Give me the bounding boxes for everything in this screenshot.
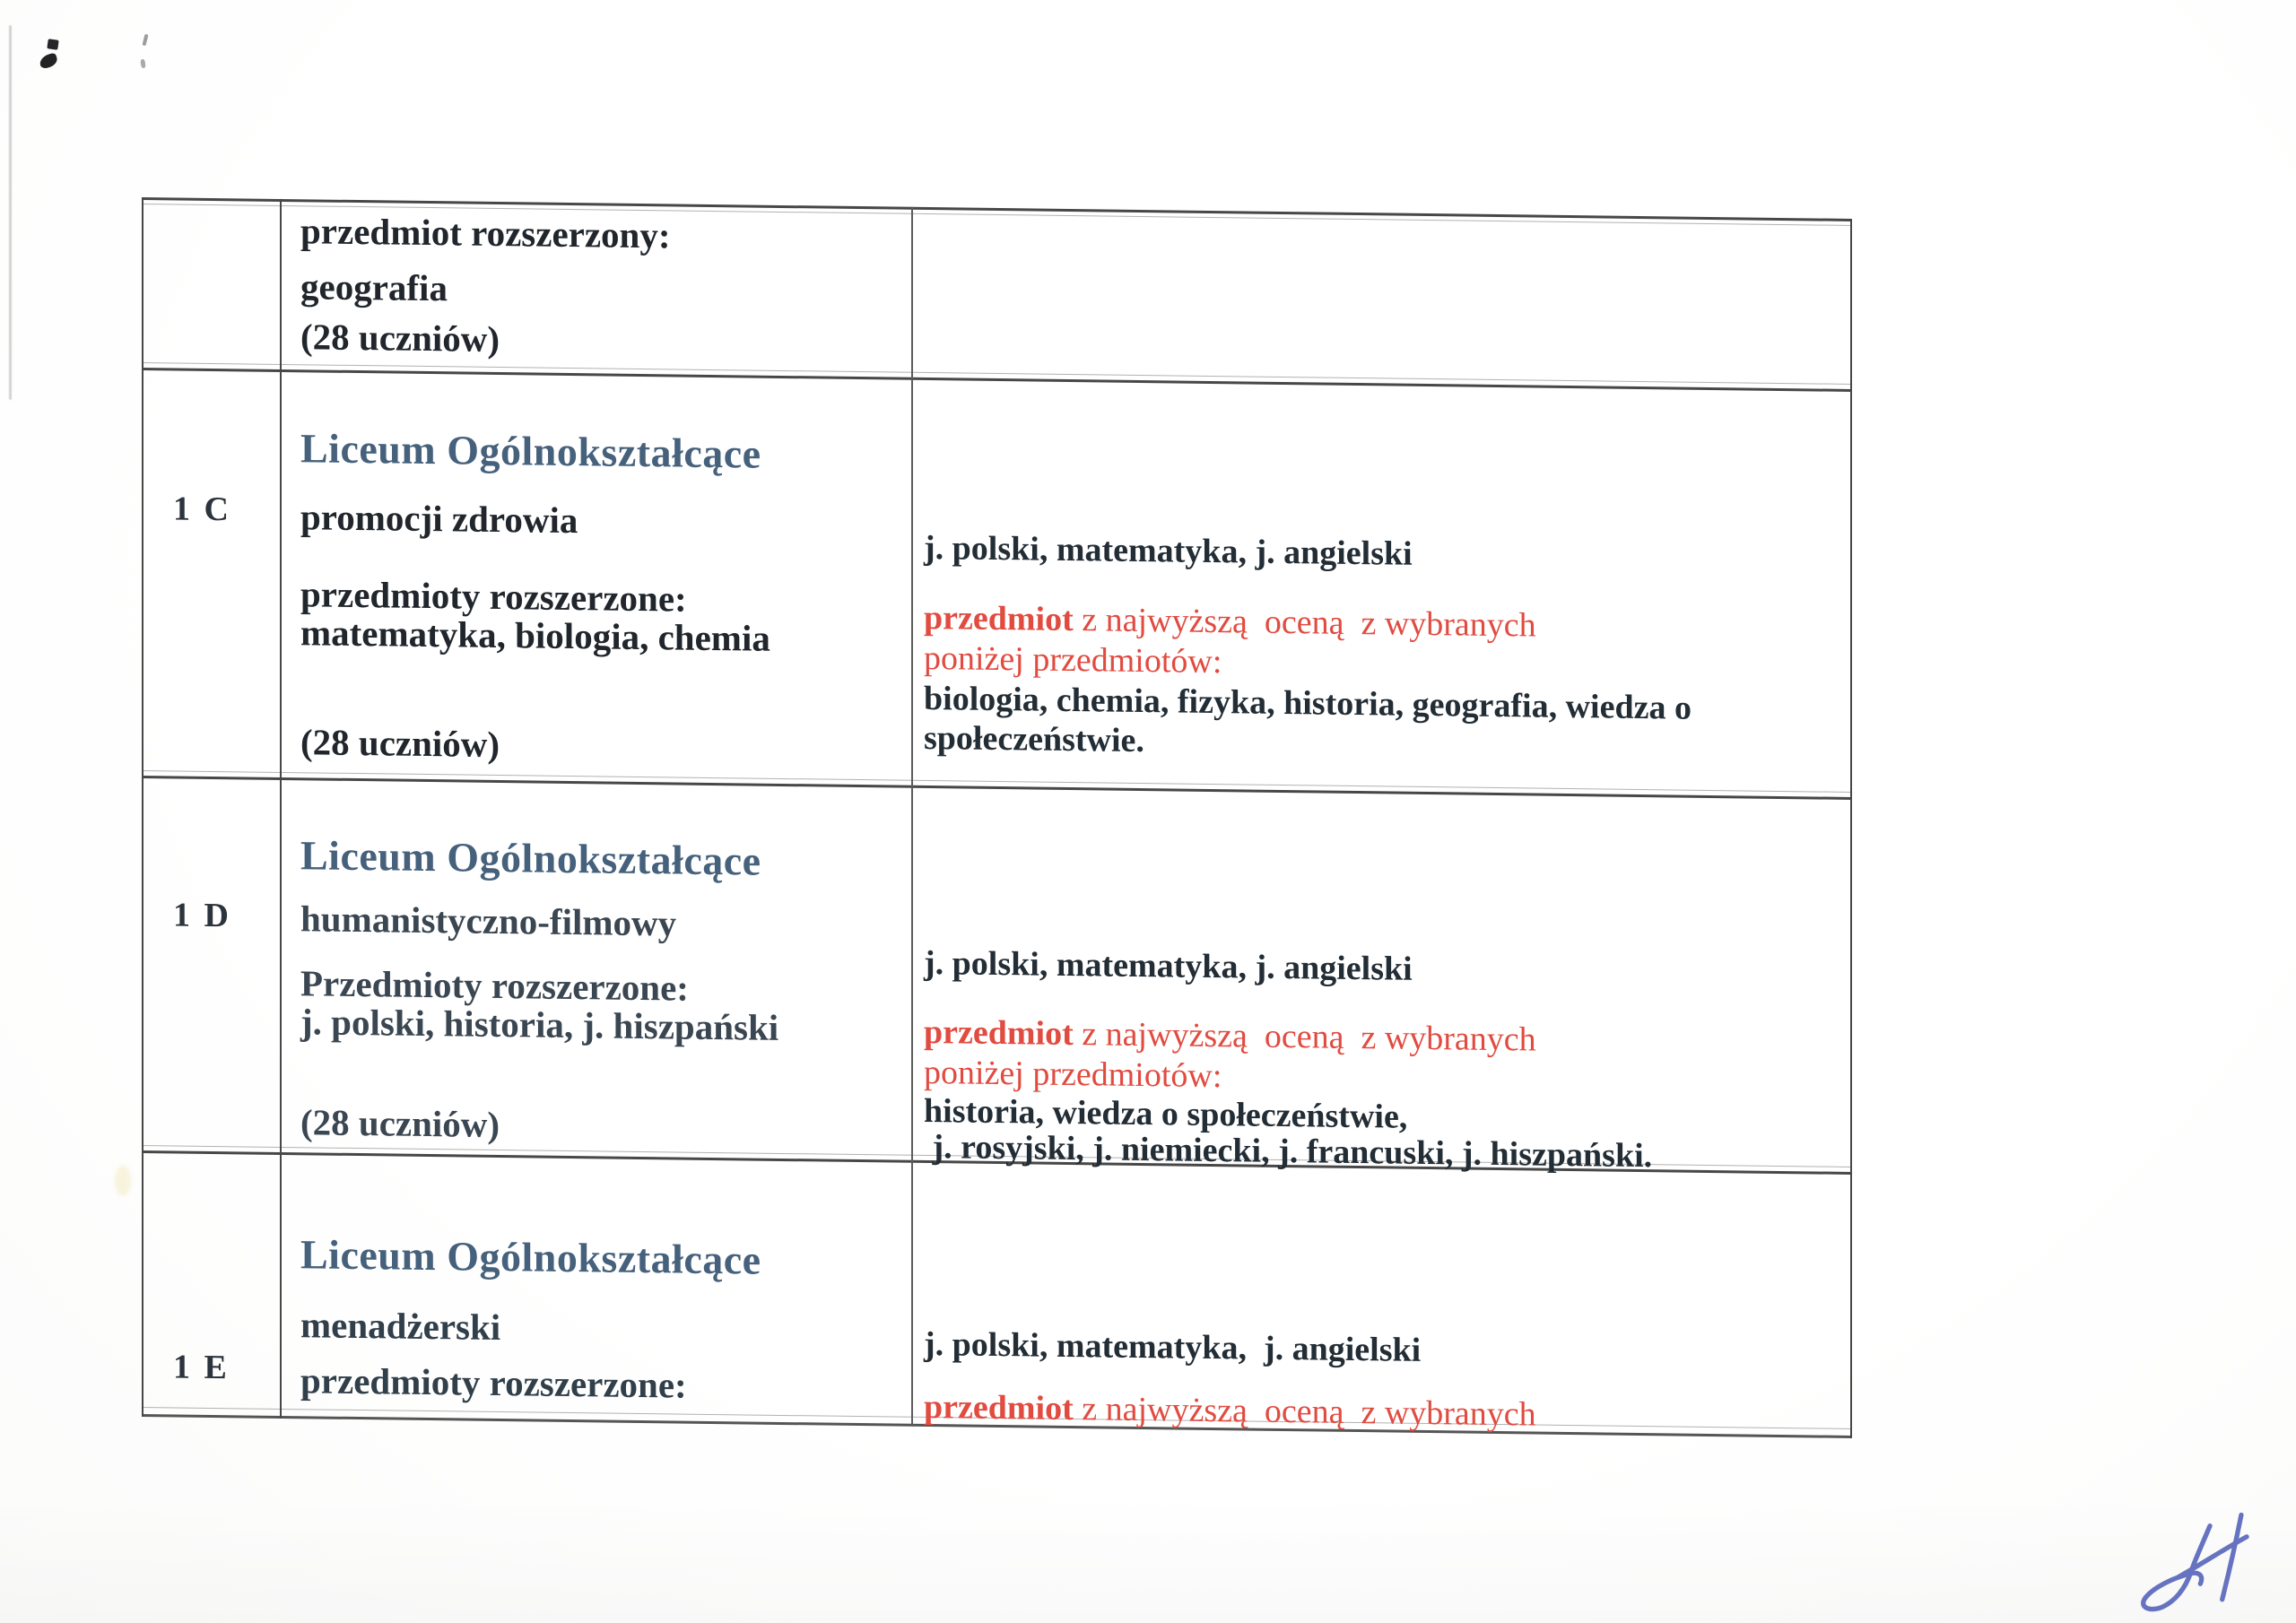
highlight-rule-rest: z najwyższą oceną z wybranych [1073,601,1536,645]
exam-subjects: j. polski, matematyka, j. angielski [924,528,1413,573]
class-label-1e: 1 E [173,1348,230,1387]
extended-subjects-label: przedmioty rozszerzone: [300,1359,687,1406]
highlight-rule-bold: przedmiot [924,598,1074,639]
admissions-table [142,197,1852,1438]
highlight-rule-rest: z najwyższą oceną z wybranych [1073,1015,1536,1059]
highlight-rule-bold: przedmiot [924,1387,1074,1428]
ink-mark-smudge [38,52,58,69]
highlight-rule-bold: przedmiot [924,1012,1074,1054]
students-count: (28 uczniów) [300,1101,500,1146]
school-name: Liceum Ogólnokształcące [300,1231,761,1283]
ink-mark-tick [140,59,145,69]
extended-subjects-label: Przedmioty rozszerzone: [300,962,689,1009]
optional-subjects-line1: historia, wiedza o społeczeństwie, [924,1091,1408,1136]
column-divider-2 [911,207,913,1427]
exam-subjects: j. polski, matematyka, j. angielski [924,943,1413,988]
extended-subjects-list: j. polski, historia, j. hiszpański [300,1001,779,1048]
extended-subjects-list: matematyka, biologia, chemia [300,612,770,659]
highlight-rule-line2: poniżej przedmiotów: [924,638,1222,681]
profile-name: menadżerski [300,1304,501,1349]
profile-name: humanistyczno-filmowy [300,898,677,944]
highlight-rule-line1 [924,1384,1536,1437]
optional-subjects-line2: j. rosyjski, j. niemiecki, j. francuski, j. hiszpański. [924,1127,1653,1176]
handwritten-signature [2108,1506,2278,1623]
class-label-1c: 1 C [173,490,231,529]
ink-mark-square [47,39,58,50]
students-count: (28 uczniów) [300,316,500,360]
students-count: (28 uczniów) [300,721,500,766]
paper-smudge [115,1166,131,1196]
optional-subjects-line1: biologia, chemia, fizyka, historia, geografia, wiedza o [924,679,1692,727]
profile-name: promocji zdrowia [300,496,578,542]
optional-subjects-line2: społeczeństwie. [924,718,1144,760]
school-name: Liceum Ogólnokształcące [300,832,761,884]
extended-subjects-label: przedmioty rozszerzone: [300,573,687,620]
exam-subjects: j. polski, matematyka, j. angielski [924,1324,1422,1369]
table-border-left [142,197,144,1417]
extended-subject-value: geografia [300,265,448,309]
highlight-rule-line2: poniżej przedmiotów: [924,1053,1222,1096]
class-label-1d: 1 D [173,896,231,935]
highlight-rule-rest: z najwyższą oceną z wybranych [1073,1390,1536,1434]
ink-mark-tick [142,34,148,47]
extended-subject-label: przedmiot rozszerzony: [300,210,671,256]
table-border-right [1850,219,1852,1438]
school-name: Liceum Ogólnokształcące [300,425,761,477]
column-divider-1 [280,199,282,1419]
scan-edge-line [9,25,12,400]
